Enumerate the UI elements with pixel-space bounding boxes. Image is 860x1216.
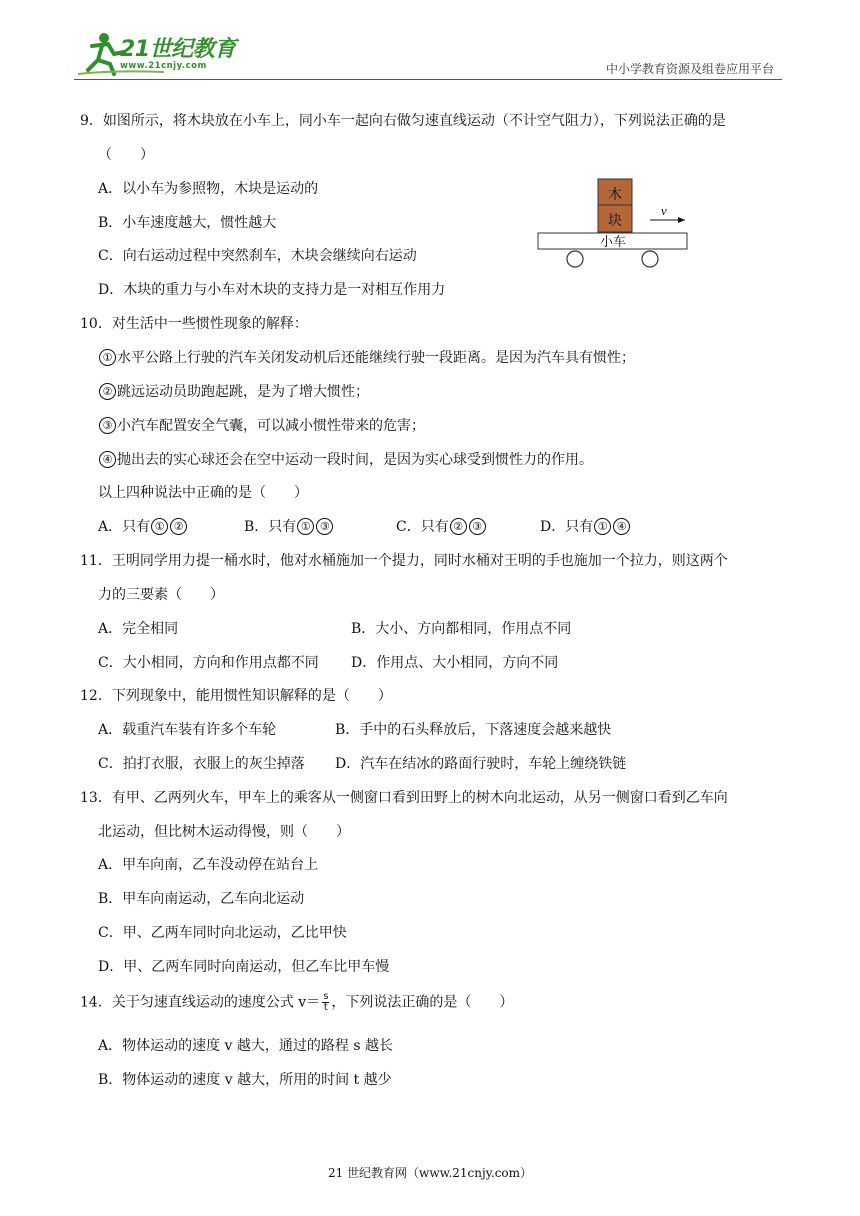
q12-option-b: B．手中的石头释放后，下落速度会越来越快 bbox=[335, 722, 612, 738]
q11-stem-cont: 力的三要素（ ） bbox=[98, 587, 224, 603]
q11-option-a: A．完全相同 bbox=[98, 621, 179, 637]
page-footer: 21 世纪教育网（www.21cnjy.com） bbox=[327, 1166, 533, 1180]
arrow-icon bbox=[678, 217, 685, 223]
page-header bbox=[0, 0, 860, 84]
q12-option-a: A．载重汽车装有许多个车轮 bbox=[98, 722, 277, 738]
block-label-top: 木 bbox=[608, 188, 622, 203]
q13-option-b: B．甲车向南运动，乙车向北运动 bbox=[98, 891, 305, 907]
q12-stem: 12．下列现象中，能用惯性知识解释的是（ ） bbox=[80, 688, 392, 704]
q13-option-a: A．甲车向南，乙车没动停在站台上 bbox=[98, 857, 319, 873]
q10-statement-3: ③ 小汽车配置安全气囊，可以减小惯性带来的危害； bbox=[98, 416, 425, 436]
cart-label: 小车 bbox=[599, 234, 627, 249]
q14-option-a: A．物体运动的速度 v 越大，通过的路程 s 越长 bbox=[98, 1038, 394, 1054]
q10-option-c: C．只有 ② ③ bbox=[396, 517, 487, 537]
block-label-bottom: 块 bbox=[608, 214, 622, 229]
logo-text: 21世纪教育 bbox=[120, 37, 236, 62]
q10-stem: 10．对生活中一些惯性现象的解释： bbox=[80, 316, 308, 332]
q10-option-a: A．只有 ① ② bbox=[98, 517, 188, 537]
q13-stem-cont: 北运动，但比树木运动得慢，则（ ） bbox=[98, 824, 350, 840]
logo-url: www.21cnjy.com bbox=[120, 61, 207, 71]
q11-option-b: B．大小、方向都相同，作用点不同 bbox=[351, 621, 572, 637]
q11-option-d: D．作用点、大小相同，方向不同 bbox=[351, 655, 559, 671]
q13-option-d: D．甲、乙两车同时向南运动，但乙车比甲车慢 bbox=[98, 959, 390, 975]
q10-statement-4: ④ 抛出去的实心球还会在空中运动一段时间，是因为实心球受到惯性力的作用。 bbox=[98, 450, 593, 470]
header-divider bbox=[74, 79, 782, 80]
q10-statement-1: ① 水平公路上行驶的汽车关闭发动机后还能继续行驶一段距离。是因为汽车具有惯性； bbox=[98, 348, 635, 368]
q10-ask: 以上四种说法中正确的是（ ） bbox=[98, 485, 308, 501]
q14-option-b: B．物体运动的速度 v 越大，所用的时间 t 越少 bbox=[98, 1072, 392, 1088]
speed-formula-fraction: $\frac{s}{t}$ bbox=[323, 991, 329, 1013]
header-platform-text: 中小学教育资源及组卷应用平台 bbox=[605, 62, 774, 76]
q12-option-d: D．汽车在结冰的路面行驶时，车轮上缠绕铁链 bbox=[335, 756, 627, 772]
q9-option-d: D．木块的重力与小车对木块的支持力是一对相互作用力 bbox=[98, 282, 446, 298]
velocity-label: v bbox=[661, 203, 667, 218]
q13-option-c: C．甲、乙两车同时向北运动，乙比甲快 bbox=[98, 925, 347, 941]
q9-option-c: C．向右运动过程中突然刹车，木块会继续向右运动 bbox=[98, 248, 417, 264]
q13-stem: 13．有甲、乙两列火车，甲车上的乘客从一侧窗口看到田野上的树木向北运动，从另一侧窗口看到乙车向 bbox=[80, 790, 728, 806]
q9-stem: 9．如图所示，将木块放在小车上，同小车一起向右做匀速直线运动（不计空气阻力），下列说法正确的是 bbox=[80, 113, 726, 129]
q9-option-a: A．以小车为参照物，木块是运动的 bbox=[98, 181, 319, 197]
q9-stem-cont: （ ） bbox=[98, 147, 154, 163]
q11-option-c: C．大小相同，方向和作用点都不同 bbox=[98, 655, 319, 671]
q10-option-d: D．只有 ① ④ bbox=[540, 517, 631, 537]
q10-option-b: B．只有 ① ③ bbox=[244, 517, 334, 537]
q9-option-b: B．小车速度越大，惯性越大 bbox=[98, 215, 277, 231]
q11-stem: 11．王明同学用力提一桶水时，他对水桶施加一个提力，同时水桶对王明的手也施加一个拉力，则这两个 bbox=[80, 553, 728, 569]
cart-block-figure bbox=[535, 175, 695, 275]
q12-option-c: C．拍打衣服，衣服上的灰尘掉落 bbox=[98, 756, 305, 772]
q10-statement-2: ② 跳远运动员助跑起跳，是为了增大惯性； bbox=[98, 382, 369, 402]
q14-stem: 14．关于匀速直线运动的速度公式 v＝ $\frac{s}{t}$ ，下列说法正确的是（ ） bbox=[80, 991, 514, 1013]
